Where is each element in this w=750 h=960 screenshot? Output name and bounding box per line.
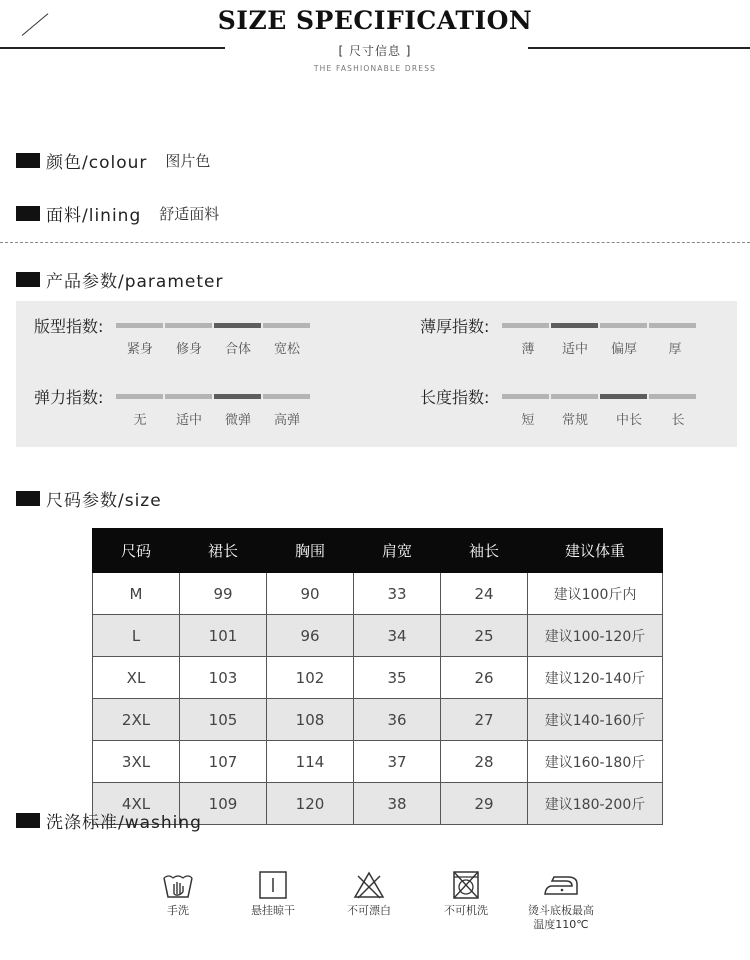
table-cell: 建议180-200斤 — [528, 783, 663, 825]
table-row — [93, 573, 663, 615]
param-option: 宽松 — [273, 342, 300, 357]
param-bar — [263, 394, 310, 399]
param-bar — [165, 394, 212, 399]
washing-label: 洗涤标准/washing — [46, 813, 202, 833]
table-cell: 109 — [180, 783, 267, 825]
colour-label: 颜色/colour — [46, 153, 148, 173]
wash-item — [324, 870, 414, 918]
page-subtitle-en: THE FASHIONABLE DRESS — [313, 64, 437, 73]
wash-label: 不可机洗 — [444, 904, 488, 917]
table-cell: 90 — [267, 573, 354, 615]
colour-value: 图片色 — [165, 152, 211, 170]
param-bar — [502, 323, 549, 328]
wash-item — [228, 870, 318, 918]
wash-label: 烫斗底板最高 温度110℃ — [528, 904, 594, 931]
table-cell: 25 — [441, 615, 528, 657]
parameter-header — [16, 267, 223, 292]
size-table — [92, 528, 662, 813]
wash-label: 手洗 — [167, 904, 189, 917]
param-bar — [649, 394, 696, 399]
table-cell: XL — [93, 657, 180, 699]
lining-label: 面料/lining — [46, 206, 142, 226]
no-machine-wash-icon — [449, 870, 483, 900]
iron-icon — [542, 870, 580, 900]
param-bar — [165, 323, 212, 328]
hand-wash-icon — [161, 870, 195, 900]
wash-item — [516, 870, 606, 932]
wash-item — [133, 870, 223, 918]
colour-row — [16, 148, 210, 173]
lining-row — [16, 201, 219, 226]
param-option: 微弹 — [224, 413, 251, 428]
hang-dry-icon — [256, 870, 290, 900]
section-marker — [16, 272, 40, 287]
table-cell: 26 — [441, 657, 528, 699]
param-option: 偏厚 — [610, 342, 637, 357]
size-header — [16, 486, 162, 511]
table-cell: 37 — [354, 741, 441, 783]
table-cell: 24 — [441, 573, 528, 615]
table-row — [93, 615, 663, 657]
table-cell: 36 — [354, 699, 441, 741]
table-cell: 107 — [180, 741, 267, 783]
wash-item — [421, 870, 511, 918]
column-header: 胸围 — [267, 529, 354, 573]
washing-header — [16, 808, 202, 833]
param-label: 长度指数: — [420, 388, 490, 407]
table-cell: 105 — [180, 699, 267, 741]
param-label: 弹力指数: — [34, 388, 104, 407]
param-option: 中长 — [615, 413, 642, 428]
table-cell: 28 — [441, 741, 528, 783]
param-option: 适中 — [175, 413, 202, 428]
table-cell: 29 — [441, 783, 528, 825]
table-cell: 建议140-160斤 — [528, 699, 663, 741]
column-header: 肩宽 — [354, 529, 441, 573]
param-bar — [649, 323, 696, 328]
page-title: SIZE SPECIFICATION — [217, 6, 533, 35]
param-option: 适中 — [561, 342, 588, 357]
param-option: 短 — [521, 413, 535, 428]
section-marker — [16, 491, 40, 506]
table-cell: 3XL — [93, 741, 180, 783]
table-cell: 96 — [267, 615, 354, 657]
param-bar-selected — [551, 323, 598, 328]
param-bar — [263, 323, 310, 328]
param-bar — [116, 394, 163, 399]
wash-label: 不可漂白 — [347, 904, 391, 917]
section-marker — [16, 813, 40, 828]
param-bar — [502, 394, 549, 399]
param-option: 常规 — [561, 413, 588, 428]
table-cell: 2XL — [93, 699, 180, 741]
table-cell: L — [93, 615, 180, 657]
column-header: 尺码 — [93, 529, 180, 573]
table-row — [93, 657, 663, 699]
parameter-panel — [16, 301, 737, 447]
column-header: 裙长 — [180, 529, 267, 573]
size-label: 尺码参数/size — [46, 491, 162, 511]
table-cell: 4XL — [93, 783, 180, 825]
param-bar — [551, 394, 598, 399]
param-option: 修身 — [175, 342, 202, 357]
column-header: 建议体重 — [528, 529, 663, 573]
table-cell: 99 — [180, 573, 267, 615]
param-bar-selected — [600, 394, 647, 399]
param-bar — [600, 323, 647, 328]
table-cell: 34 — [354, 615, 441, 657]
page-subtitle-cn: [ 尺寸信息 ] — [338, 44, 412, 58]
param-option: 无 — [133, 413, 147, 428]
param-bar-selected — [214, 394, 261, 399]
param-option: 长 — [671, 413, 685, 428]
wash-label: 悬挂晾干 — [251, 904, 295, 917]
param-option: 合体 — [224, 342, 251, 357]
no-bleach-icon — [352, 870, 386, 900]
table-cell: 120 — [267, 783, 354, 825]
table-cell: 114 — [267, 741, 354, 783]
param-option: 高弹 — [273, 413, 300, 428]
table-cell: 101 — [180, 615, 267, 657]
table-cell: 建议120-140斤 — [528, 657, 663, 699]
table-cell: 38 — [354, 783, 441, 825]
param-option: 薄 — [521, 342, 535, 357]
param-label: 版型指数: — [34, 317, 104, 336]
param-label: 薄厚指数: — [420, 317, 490, 336]
param-option: 厚 — [668, 342, 682, 357]
table-header-row — [93, 529, 663, 573]
param-bar-selected — [214, 323, 261, 328]
lining-value: 舒适面料 — [159, 205, 220, 223]
table-cell: 33 — [354, 573, 441, 615]
table-row — [93, 699, 663, 741]
column-header: 袖长 — [441, 529, 528, 573]
parameter-label: 产品参数/parameter — [46, 272, 224, 292]
table-cell: 建议100斤内 — [528, 573, 663, 615]
table-row — [93, 741, 663, 783]
table-cell: 建议100-120斤 — [528, 615, 663, 657]
section-marker — [16, 206, 40, 221]
param-option: 紧身 — [126, 342, 153, 357]
table-cell: 108 — [267, 699, 354, 741]
table-cell: M — [93, 573, 180, 615]
table-cell: 103 — [180, 657, 267, 699]
dashed-divider — [0, 242, 750, 243]
table-cell: 27 — [441, 699, 528, 741]
table-cell: 35 — [354, 657, 441, 699]
section-marker — [16, 153, 40, 168]
table-cell: 建议160-180斤 — [528, 741, 663, 783]
table-cell: 102 — [267, 657, 354, 699]
param-bar — [116, 323, 163, 328]
